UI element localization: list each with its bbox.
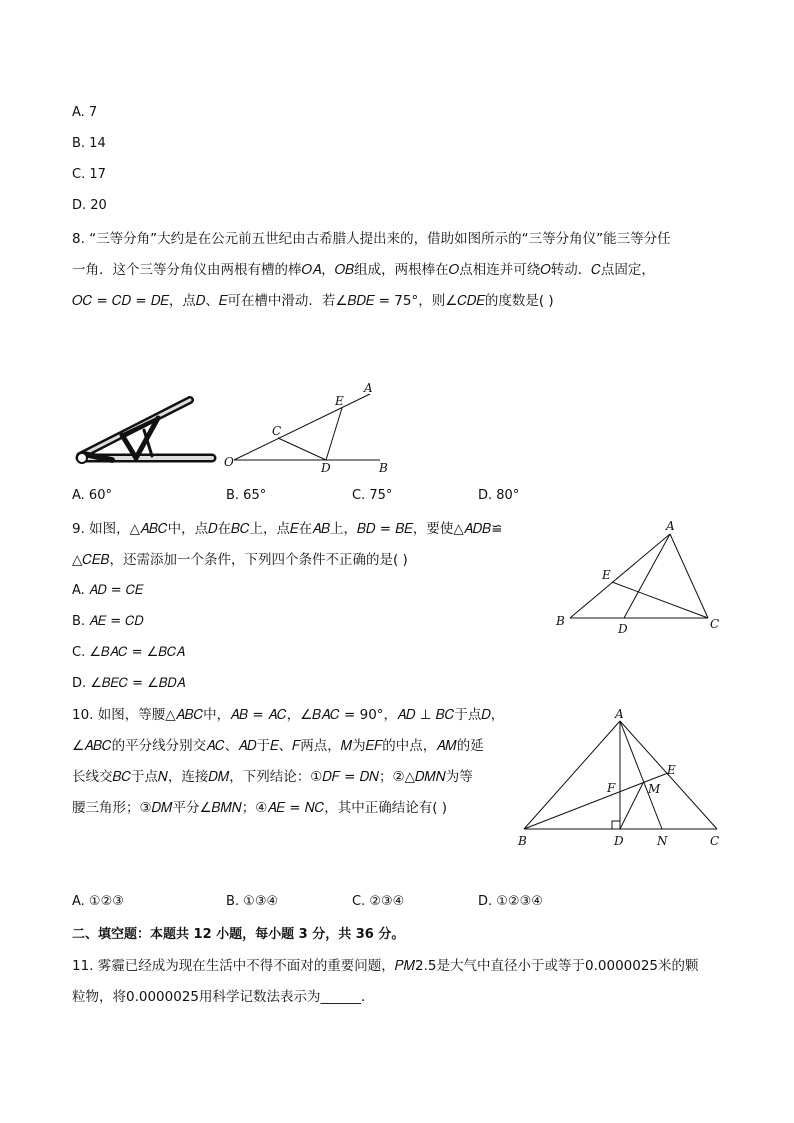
- q9-option-c: C. ∠𝐵𝐴𝐶 = ∠𝐵𝐶𝐴: [72, 645, 185, 660]
- q10-line-4: 腰三角形；③𝐷𝑀平分∠𝐵𝑀𝑁；④𝐴𝐸 = 𝑁𝐶，其中正确结论有( ): [72, 800, 448, 816]
- q9-label-e: E: [602, 568, 611, 582]
- q8-label-c: C: [272, 424, 282, 438]
- q8-label-o: O: [224, 455, 234, 469]
- q10-label-a: A: [615, 707, 624, 721]
- q9-label-c: C: [710, 617, 720, 631]
- q8-label-a: A: [364, 381, 373, 395]
- q8-angle-figure: [222, 380, 392, 480]
- q9-option-d: D. ∠𝐵𝐸𝐶 = ∠𝐵𝐷𝐴: [72, 676, 186, 691]
- q10-option-c: C. ②③④: [352, 894, 405, 909]
- q8-label-d: D: [321, 461, 331, 475]
- q7-option-a: A. 7: [72, 105, 98, 120]
- q8-option-d: D. 80°: [478, 488, 520, 503]
- q7-option-c: C. 17: [72, 167, 106, 182]
- q8-line-3: 𝑂𝐶 = 𝐶𝐷 = 𝐷𝐸，点𝐷、𝐸可在槽中滑动．若∠𝐵𝐷𝐸 = 75°，则∠𝐶𝐷𝐸的度数是( ): [72, 293, 554, 309]
- trisector-instrument-image: [72, 388, 222, 478]
- q9-line-2: △𝐶𝐸𝐵，还需添加一个条件，下列四个条件不正确的是( ): [72, 552, 408, 568]
- q8-option-a: A. 60°: [72, 488, 112, 503]
- q10-label-e: E: [667, 763, 676, 777]
- q8-option-b: B. 65°: [226, 488, 267, 503]
- q8-label-e: E: [335, 394, 344, 408]
- q8-option-c: C. 75°: [352, 488, 393, 503]
- section-heading-fill-in: 二、填空题：本题共 12 小题，每小题 3 分，共 36 分。: [72, 927, 405, 942]
- q10-line-1: 10. 如图，等腰△𝐴𝐵𝐶中，𝐴𝐵 = 𝐴𝐶，∠𝐵𝐴𝐶 = 90°，𝐴𝐷 ⊥ 𝐵𝐶于点𝐷，: [72, 707, 505, 723]
- q10-label-d: D: [614, 834, 624, 848]
- q10-option-a: A. ①②③: [72, 894, 124, 909]
- q9-triangle-figure: [552, 516, 732, 636]
- q9-label-b: B: [556, 614, 565, 628]
- q7-option-b: B. 14: [72, 136, 106, 151]
- q10-option-d: D. ①②③④: [478, 894, 543, 909]
- q7-option-d: D. 20: [72, 198, 107, 213]
- q9-option-b: B. 𝐴𝐸 = 𝐶𝐷: [72, 614, 144, 629]
- q10-label-b: B: [518, 834, 527, 848]
- q9-label-d: D: [618, 622, 628, 636]
- q10-line-2: ∠𝐴𝐵𝐶的平分线分别交𝐴𝐶、𝐴𝐷于𝐸、𝐹两点，𝑀为𝐸𝐹的中点，𝐴𝑀的延: [72, 738, 484, 754]
- q9-label-a: A: [666, 519, 675, 533]
- q11-line-1: 11. 雾霾已经成为现在生活中不得不面对的重要问题，𝑃𝑀2.5是大气中直径小于或等于0.0000025米的颗: [72, 958, 699, 974]
- q10-line-3: 长线交𝐵𝐶于点𝑁，连接𝐷𝑀，下列结论：①𝐷𝐹 = 𝐷𝑁；②△𝐷𝑀𝑁为等: [72, 769, 473, 785]
- q10-label-f: F: [607, 781, 616, 795]
- q9-option-a: A. 𝐴𝐷 = 𝐶𝐸: [72, 583, 144, 598]
- q10-label-m: M: [648, 782, 661, 796]
- q10-label-c: C: [710, 834, 720, 848]
- q8-label-b: B: [379, 461, 388, 475]
- q10-option-b: B. ①③④: [226, 894, 279, 909]
- q9-line-1: 9. 如图，△𝐴𝐵𝐶中，点𝐷在𝐵𝐶上，点𝐸在𝐴𝐵上，𝐵𝐷 = 𝐵𝐸，要使△𝐴𝐷𝐵≌: [72, 521, 503, 537]
- q10-label-n: N: [657, 834, 668, 848]
- q10-triangle-figure: [512, 705, 732, 850]
- q11-line-2: 粒物，将0.0000025用科学记数法表示为______．: [72, 989, 375, 1005]
- q8-line-1: 8. “三等分角”大约是在公元前五世纪由古希腊人提出来的，借助如图所示的“三等分角仪”能三等分任: [72, 231, 671, 247]
- q8-line-2: 一角．这个三等分角仪由两根有槽的棒𝑂𝐴，𝑂𝐵组成，两根棒在𝑂点相连并可绕𝑂转动．𝐶点固定，: [72, 262, 655, 278]
